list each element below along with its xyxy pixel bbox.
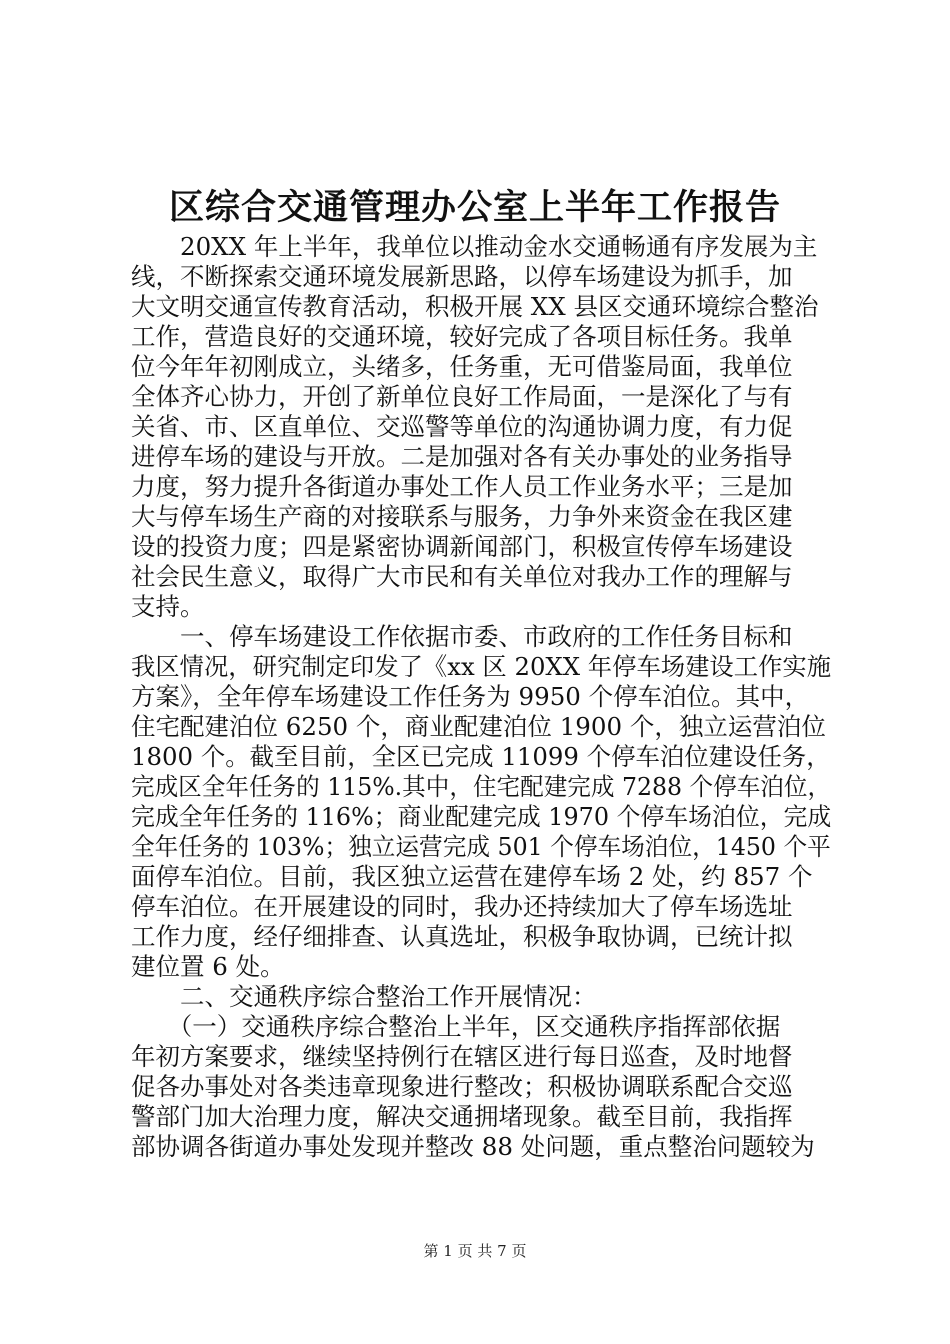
text-line: 完成区全年任务的 115%.其中，住宅配建完成 7288 个停车泊位， [131, 772, 832, 801]
text-line: 我区情况，研究制定印发了《xx 区 20XX 年停车场建设工作实施 [131, 652, 832, 681]
text-line: 20XX 年上半年，我单位以推动金水交通畅通有序发展为主 [131, 232, 818, 261]
text-line: 警部门加大治理力度，解决交通拥堵现象。截至目前，我指挥 [131, 1102, 793, 1131]
text-line: 关省、市、区直单位、交巡警等单位的沟通协调力度，有力促 [131, 412, 793, 441]
text-line: 一、停车场建设工作依据市委、市政府的工作任务目标和 [131, 622, 793, 651]
text-line: 方案》，全年停车场建设工作任务为 9950 个停车泊位。其中， [131, 682, 810, 711]
text-line: 住宅配建泊位 6250 个，商业配建泊位 1900 个，独立运营泊位 [131, 712, 826, 741]
text-line: 工作力度，经仔细排查、认真选址，积极争取协调，已统计拟 [131, 922, 793, 951]
text-line: 进停车场的建设与开放。二是加强对各有关办事处的业务指导 [131, 442, 793, 471]
document-body [131, 232, 831, 1162]
text-line: 设的投资力度；四是紧密协调新闻部门，积极宣传停车场建设 [131, 532, 793, 561]
text-line: 年初方案要求，继续坚持例行在辖区进行每日巡查，及时地督 [131, 1042, 793, 1071]
text-line: 大与停车场生产商的对接联系与服务，力争外来资金在我区建 [131, 502, 793, 531]
text-line: 完成全年任务的 116%；商业配建完成 1970 个停车场泊位，完成 [131, 802, 832, 831]
text-line: 全年任务的 103%；独立运营完成 501 个停车场泊位，1450 个平 [131, 832, 831, 861]
text-line: 大文明交通宣传教育活动，积极开展 XX 县区交通环境综合整治 [131, 292, 819, 321]
text-line: 1800 个。截至目前，全区已完成 11099 个停车泊位建设任务， [131, 742, 831, 771]
text-line: 工作，营造良好的交通环境，较好完成了各项目标任务。我单 [131, 322, 793, 351]
text-line: 部协调各街道办事处发现并整改 88 处问题，重点整治问题较为 [131, 1132, 815, 1161]
text-line: 全体齐心协力，开创了新单位良好工作局面，一是深化了与有 [131, 382, 793, 411]
text-line: （一）交通秩序综合整治上半年，区交通秩序指挥部依据 [131, 1012, 781, 1041]
text-line: 促各办事处对各类违章现象进行整改；积极协调联系配合交巡 [131, 1072, 793, 1101]
document-title: 区综合交通管理办公室上半年工作报告 [168, 187, 781, 228]
text-line: 社会民生意义，取得广大市民和有关单位对我办工作的理解与 [131, 562, 793, 591]
text-line: 支持。 [131, 592, 205, 621]
text-line: 力度，努力提升各街道办事处工作人员工作业务水平；三是加 [131, 472, 793, 501]
text-line: 面停车泊位。目前，我区独立运营在建停车场 2 处，约 857 个 [131, 862, 813, 891]
page-footer: 第 1 页 共 7 页 [423, 1242, 527, 1260]
text-line: 线，不断探索交通环境发展新思路，以停车场建设为抓手，加 [131, 262, 793, 291]
text-line: 建位置 6 处。 [131, 952, 285, 981]
text-line: 停车泊位。在开展建设的同时，我办还持续加大了停车场选址 [131, 892, 793, 921]
text-line: 二、交通秩序综合整治工作开展情况： [131, 982, 597, 1011]
text-line: 位今年年初刚成立，头绪多，任务重，无可借鉴局面，我单位 [131, 352, 793, 381]
